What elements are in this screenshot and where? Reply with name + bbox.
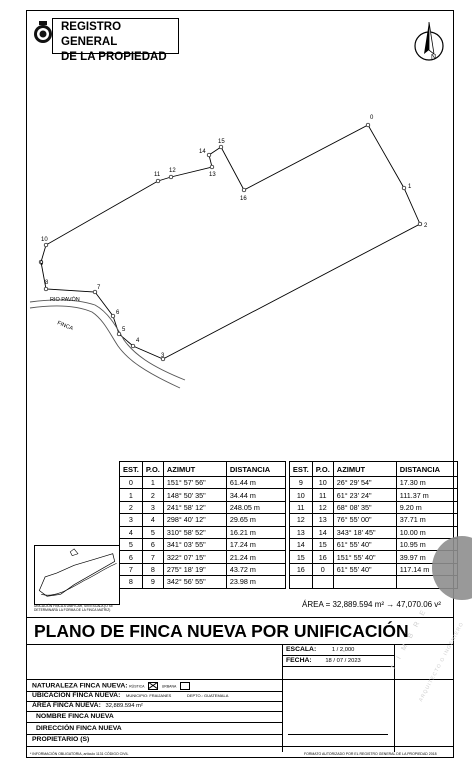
- cell-azimut: 342° 56' 55": [163, 576, 226, 588]
- cell-azimut: 341° 03' 55": [163, 538, 226, 550]
- cell-est: 10: [289, 489, 312, 501]
- vertex-label: 12: [169, 168, 176, 174]
- cell-azimut: 61° 55' 40": [333, 538, 396, 550]
- escala-line: [282, 655, 394, 656]
- area-finca-label: ÁREA FINCA NUEVA:: [32, 702, 101, 709]
- vertex-point: [418, 222, 422, 226]
- vertex-label: 7: [97, 285, 101, 291]
- rustica-checkbox[interactable]: [148, 682, 158, 690]
- cell-distancia: 16.21 m: [226, 526, 285, 538]
- cell-est: 5: [120, 538, 143, 550]
- table-body: [120, 477, 458, 589]
- table-row: [120, 526, 458, 538]
- vertex-label: 13: [209, 172, 216, 178]
- footer-left: * INFORMACIÓN OBLIGATORIA, artículo 1131 CÓDIGO CIVIL: [30, 752, 129, 756]
- cell-azimut: 275° 18' 19": [163, 563, 226, 575]
- vertex-point: [156, 179, 160, 183]
- boundary-polygon: [41, 125, 420, 359]
- depto-value: DEPTO.: GUATEMALA: [186, 693, 229, 698]
- cell-po: 2: [142, 489, 163, 501]
- cell-est: 6: [120, 551, 143, 563]
- vertex-point: [44, 287, 48, 291]
- col-est-2: EST.: [289, 462, 312, 477]
- vertex-label: 1: [408, 184, 412, 190]
- table-header-row: [120, 462, 458, 477]
- col-distancia: DISTANCIA: [226, 462, 285, 477]
- cell-azimut: 241° 58' 12": [163, 501, 226, 513]
- cell-est: 8: [120, 576, 143, 588]
- table-row: [120, 551, 458, 563]
- cell-po: 5: [142, 526, 163, 538]
- cell-est: 12: [289, 514, 312, 526]
- cell-est: 2: [120, 501, 143, 513]
- vertex-label: 9: [40, 261, 44, 267]
- vertex-label: 4: [136, 338, 140, 344]
- nombre-label: NOMBRE FINCA NUEVA: [36, 713, 114, 720]
- cell-distancia: 23.98 m: [226, 576, 285, 588]
- cell-distancia: 9.20 m: [396, 501, 457, 513]
- vertex-label: 11: [154, 172, 161, 178]
- cell-po: 8: [142, 563, 163, 575]
- direccion-label: DIRECCIÓN FINCA NUEVA: [36, 725, 122, 732]
- vertex-point: [117, 332, 121, 336]
- plan-title: PLANO DE FINCA NUEVA POR UNIFICACIÓN: [26, 617, 454, 645]
- cell-est: 7: [120, 563, 143, 575]
- cell-distancia: 111.37 m: [396, 489, 457, 501]
- cell-distancia: 248.05 m: [226, 501, 285, 513]
- ubicacion-label: UBICACIÓN FINCA NUEVA:: [32, 692, 121, 699]
- vertex-points: [39, 115, 428, 361]
- cell-distancia: 43.72 m: [226, 563, 285, 575]
- area-summary: ÁREA = 32,889.594 m² → 47,070.06 v²: [302, 600, 441, 609]
- location-caption: UBICACIÓN FINCA A UNIFICAR, SIN ESCALA (O SE DETERMINARÁ LA FORMA DE LA FINCA MATRIZ): [34, 604, 114, 612]
- fecha-label: FECHA:: [286, 657, 312, 664]
- cell-est: 4: [120, 526, 143, 538]
- vertex-point: [207, 153, 211, 157]
- cell-est: 15: [289, 551, 312, 563]
- table-row: [120, 576, 458, 588]
- cell-azimut: 343° 18' 45": [333, 526, 396, 538]
- stamp-label: T I M B R E: [390, 607, 429, 672]
- urbana-checkbox[interactable]: [180, 682, 190, 690]
- ubicacion-row: [32, 692, 228, 699]
- vertex-point: [111, 314, 115, 318]
- signature-line: [288, 734, 388, 735]
- cell-azimut: 68° 08' 35": [333, 501, 396, 513]
- cell-po: 16: [312, 551, 333, 563]
- vertex-label: 2: [424, 223, 428, 229]
- cell-distancia: 17.30 m: [396, 477, 457, 489]
- vertex-point: [44, 243, 48, 247]
- cell-po: 15: [312, 538, 333, 550]
- col-distancia-2: DISTANCIA: [396, 462, 457, 477]
- registry-title-line2: DE LA PROPIEDAD: [61, 51, 167, 63]
- fecha-row: [286, 657, 361, 664]
- vertex-point: [219, 145, 223, 149]
- row-line-6: [26, 746, 454, 747]
- row-line-5: [26, 734, 282, 735]
- vertex-label: 6: [116, 310, 120, 316]
- cell-po: 3: [142, 501, 163, 513]
- cell-empty: [333, 576, 396, 588]
- river-label: RIO PAVÓN: [50, 297, 80, 303]
- row-line-3: [26, 711, 282, 712]
- col-est: EST.: [120, 462, 143, 477]
- escala-label: ESCALA:: [286, 646, 317, 653]
- cell-distancia: 10.95 m: [396, 538, 457, 550]
- cell-est: 16: [289, 563, 312, 575]
- footer-right: FORMATO AUTORIZADO POR EL REGISTRO GENERAL DE LA PROPIEDAD 2018: [304, 752, 437, 756]
- cell-po: 0: [312, 563, 333, 575]
- cell-distancia: 117.14 m: [396, 563, 457, 575]
- vertex-label: 0: [370, 115, 374, 121]
- vertex-label: 8: [45, 280, 49, 286]
- vertex-label: 15: [218, 139, 225, 145]
- cell-po: 10: [312, 477, 333, 489]
- cell-po: 13: [312, 514, 333, 526]
- cell-est: 14: [289, 538, 312, 550]
- area-row: [32, 702, 143, 709]
- cell-distancia: 34.44 m: [226, 489, 285, 501]
- vertex-point: [169, 175, 173, 179]
- municipio-value: MUNICIPIO: FRAIJANES: [125, 693, 172, 698]
- vertex-label: 3: [161, 353, 165, 359]
- location-sketch: [34, 545, 120, 605]
- escala-row: [286, 646, 354, 653]
- cell-est: 1: [120, 489, 143, 501]
- col-azimut: AZIMUT: [163, 462, 226, 477]
- cell-po: 11: [312, 489, 333, 501]
- river-bank-2: [30, 306, 180, 388]
- cell-est: 3: [120, 514, 143, 526]
- cell-est: 9: [289, 477, 312, 489]
- cell-po: 4: [142, 514, 163, 526]
- finca-label: FINCA: [56, 320, 74, 333]
- col-azimut-2: AZIMUT: [333, 462, 396, 477]
- cell-azimut: 61° 55' 40": [333, 563, 396, 575]
- cell-po: 1: [142, 477, 163, 489]
- rustica-option-label: RÚSTICA: [129, 684, 145, 689]
- cell-po: 6: [142, 538, 163, 550]
- river-bank: [30, 300, 185, 380]
- cell-distancia: 29.65 m: [226, 514, 285, 526]
- vertex-point: [131, 344, 135, 348]
- cell-azimut: 322° 07' 15": [163, 551, 226, 563]
- fecha-line: [282, 666, 394, 667]
- table-row: [120, 514, 458, 526]
- cell-po: 12: [312, 501, 333, 513]
- cell-azimut: 61° 23' 24": [333, 489, 396, 501]
- direccion-row: [36, 725, 122, 732]
- stations-table: [119, 461, 458, 589]
- cell-distancia: 10.00 m: [396, 526, 457, 538]
- nombre-row: [36, 713, 114, 720]
- stamp-sublabel: ARQUITECTO O INGENIERO: [418, 621, 466, 703]
- urbana-option-label: URBANA: [161, 684, 177, 689]
- vertex-label: 5: [122, 327, 126, 333]
- boundary-line: [41, 125, 420, 359]
- vertex-point: [242, 188, 246, 192]
- cell-est: 13: [289, 526, 312, 538]
- plot-drawing: [26, 10, 454, 465]
- vertex-point: [210, 165, 214, 169]
- cell-distancia: 21.24 m: [226, 551, 285, 563]
- cell-azimut: 26° 29' 54": [333, 477, 396, 489]
- cell-azimut: 151° 57' 56": [163, 477, 226, 489]
- table-row: [120, 489, 458, 501]
- fecha-value: 18 / 07 / 2023: [325, 658, 361, 664]
- table-row: [120, 477, 458, 489]
- vertex-label: 10: [41, 237, 48, 243]
- vertex-point: [402, 186, 406, 190]
- col-po: P.O.: [142, 462, 163, 477]
- col-po-2: P.O.: [312, 462, 333, 477]
- propietario-label: PROPIETARIO (S): [32, 736, 90, 743]
- cell-po: 9: [142, 576, 163, 588]
- svg-text:N: N: [431, 54, 437, 61]
- registry-title-line1: REGISTRO GENERAL: [61, 21, 122, 48]
- naturaleza-row: [32, 682, 192, 690]
- vertex-label: 16: [240, 196, 247, 202]
- cell-distancia: 37.71 m: [396, 514, 457, 526]
- table-row: [120, 563, 458, 575]
- table-row: [120, 501, 458, 513]
- cell-azimut: 148° 50' 35": [163, 489, 226, 501]
- cell-est: 0: [120, 477, 143, 489]
- cell-azimut: 298° 40' 12": [163, 514, 226, 526]
- propietario-row: [32, 736, 89, 743]
- table-row: [120, 538, 458, 550]
- naturaleza-label: NATURALEZA FINCA NUEVA:: [32, 682, 128, 690]
- cell-po: 14: [312, 526, 333, 538]
- info-divider-v: [282, 645, 283, 752]
- info-top-line: [26, 679, 454, 680]
- cell-azimut: 76° 55' 00": [333, 514, 396, 526]
- cell-distancia: 39.97 m: [396, 551, 457, 563]
- cell-empty: [289, 576, 312, 588]
- cell-distancia: 17.24 m: [226, 538, 285, 550]
- row-line-4: [26, 722, 282, 723]
- cell-azimut: 310° 58' 52": [163, 526, 226, 538]
- area-finca-value: 32,889.594 m²: [105, 703, 143, 709]
- cell-po: 7: [142, 551, 163, 563]
- cell-distancia: 61.44 m: [226, 477, 285, 489]
- vertex-point: [366, 123, 370, 127]
- cell-empty: [312, 576, 333, 588]
- escala-value: 1 / 2,000: [331, 647, 355, 653]
- vertex-label: 14: [199, 149, 206, 155]
- cell-azimut: 151° 55' 40": [333, 551, 396, 563]
- cell-est: 11: [289, 501, 312, 513]
